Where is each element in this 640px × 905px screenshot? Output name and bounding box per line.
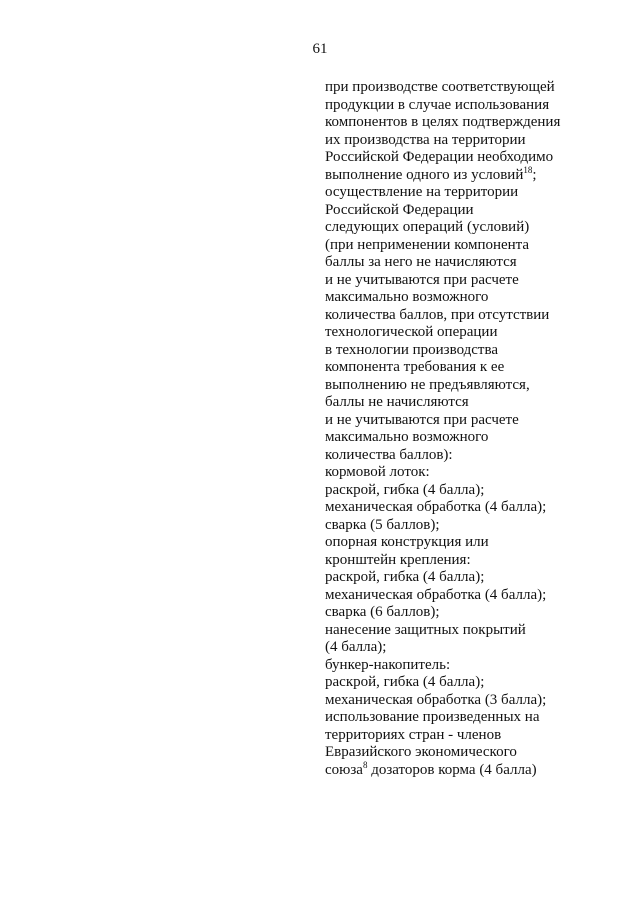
text-line: максимально возможного xyxy=(325,289,489,305)
text-line: Российской Федерации xyxy=(325,201,474,218)
text-line: использование произведенных на xyxy=(325,709,540,725)
text-line-with-footnote xyxy=(325,164,625,185)
text-line: Евразийского экономического xyxy=(325,744,517,760)
text-line: выполнению не предъявляются, xyxy=(325,376,530,393)
text-segment: союза xyxy=(325,761,363,778)
text-line-with-footnote xyxy=(325,759,625,780)
text-line: территориях стран - членов xyxy=(325,726,502,743)
text-line: продукции в случае использования xyxy=(325,96,550,113)
text-line: механическая обработка (3 балла); xyxy=(325,691,547,708)
text-line: технологической операции xyxy=(325,324,498,340)
text-line: следующих операций (условий) xyxy=(325,219,530,235)
text-line: баллы не начисляются xyxy=(325,394,469,410)
page-number: 61 xyxy=(312,41,328,57)
text-line: нанесение защитных покрытий xyxy=(325,621,526,638)
text-line: механическая обработка (4 балла); xyxy=(325,499,547,515)
text-line: бункер-накопитель: xyxy=(325,656,451,673)
text-line: компонентов в целях подтверждения xyxy=(325,114,561,130)
text-line: при производстве соответствующей xyxy=(325,79,555,95)
text-line: максимально возможного xyxy=(325,429,489,445)
text-line: компонента требования к ее xyxy=(325,359,505,375)
text-segment: ; xyxy=(532,166,537,183)
text-line: кронштейн крепления: xyxy=(325,551,471,568)
text-line: кормовой лоток: xyxy=(325,464,430,480)
body-text-column xyxy=(325,79,625,779)
text-line: и не учитываются при расчете xyxy=(325,411,519,428)
text-line: количества баллов, при отсутствии xyxy=(325,306,550,323)
text-line: сварка (6 баллов); xyxy=(325,604,440,620)
text-line: раскрой, гибка (4 балла); xyxy=(325,674,485,690)
text-line: Российской Федерации необходимо xyxy=(325,149,554,165)
text-line: количества баллов): xyxy=(325,446,453,463)
text-line: осуществление на территории xyxy=(325,184,519,200)
footnote-ref: 18 xyxy=(523,164,533,175)
text-line: и не учитываются при расчете xyxy=(325,271,519,288)
footnote-ref: 8 xyxy=(362,759,368,770)
text-line: их производства на территории xyxy=(325,131,526,148)
text-line: механическая обработка (4 балла); xyxy=(325,586,547,603)
text-line: опорная конструкция или xyxy=(325,534,489,550)
text-line: (4 балла); xyxy=(325,639,387,655)
text-line: раскрой, гибка (4 балла); xyxy=(325,481,485,498)
text-line: (при неприменении компонента xyxy=(325,236,530,253)
text-line: в технологии производства xyxy=(325,341,499,358)
text-line: раскрой, гибка (4 балла); xyxy=(325,569,485,585)
text-segment: выполнение одного из условий xyxy=(325,166,524,183)
text-line: баллы за него не начисляются xyxy=(325,254,517,270)
text-line: сварка (5 баллов); xyxy=(325,516,440,533)
text-segment: дозаторов корма (4 балла) xyxy=(367,761,537,778)
